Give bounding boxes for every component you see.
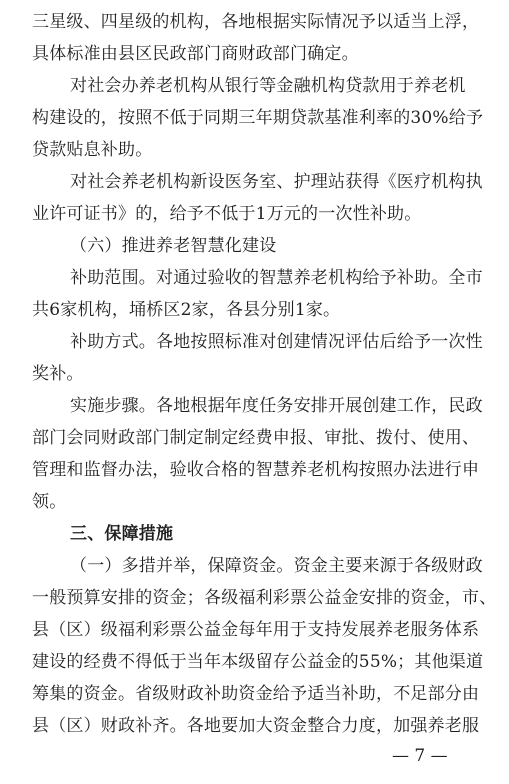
text-line: 共6家机构，埇桥区2家，各县分别1家。: [32, 300, 341, 320]
text-line: 对社会办养老机构从银行等金融机构贷款用于养老机: [70, 76, 466, 96]
text-line: （一）多措并举，保障资金。资金主要来源于各级财政: [70, 556, 483, 576]
text-line: 领。: [32, 492, 67, 512]
text-line: 实施步骤。各地根据年度任务安排开展创建工作，民政: [70, 396, 483, 416]
text-line: 一般预算安排的资金；各级福利彩票公益金安排的资金，市、: [32, 588, 497, 608]
text-line: 管理和监督办法，验收合格的智慧养老机构按照办法进行申: [32, 460, 480, 480]
text-line: 构建设的，按照不低于同期三年期贷款基准利率的30%给予: [32, 108, 484, 128]
text-line: 奖补。: [32, 364, 84, 384]
text-line: 县（区）财政补齐。各地要加大资金整合力度，加强养老服: [32, 716, 480, 736]
text-line: 对社会养老机构新设医务室、护理站获得《医疗机构执: [70, 172, 483, 192]
section-heading: 三、保障措施: [70, 524, 174, 544]
text-line: 补助方式。各地按照标准对创建情况评估后给予一次性: [70, 332, 483, 352]
text-line: 筹集的资金。省级财政补助资金给予适当补助，不足部分由: [32, 684, 480, 704]
page-number: — 7 —: [392, 746, 448, 766]
subsection-heading: （六）推进养老智慧化建设: [70, 236, 277, 256]
text-line: 补助范围。对通过验收的智慧养老机构给予补助。全市: [70, 268, 483, 288]
text-line: 贷款贴息补助。: [32, 140, 153, 160]
text-line: 具体标准由县区民政部门商财政部门确定。: [32, 44, 359, 64]
text-line: 业许可证书》的，给予不低于1万元的一次性补助。: [32, 204, 422, 224]
text-line: 县（区）级福利彩票公益金每年用于支持发展养老服务体系: [32, 620, 480, 640]
text-line: 建设的经费不得低于当年本级留存公益金的55%；其他渠道: [32, 652, 484, 672]
text-line: 部门会同财政部门制定制定经费申报、审批、拨付、使用、: [32, 428, 480, 448]
text-line: 三星级、四星级的机构，各地根据实际情况予以适当上浮，: [32, 12, 480, 32]
